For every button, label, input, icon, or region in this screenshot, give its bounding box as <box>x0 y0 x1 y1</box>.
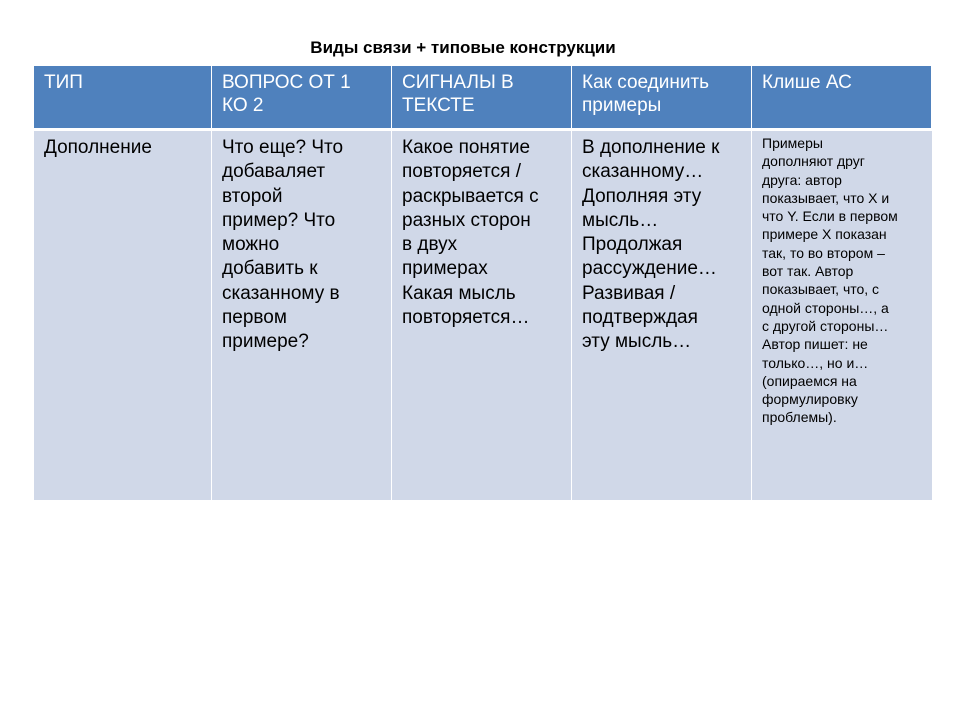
cell-line: примере? <box>222 331 309 353</box>
header-signals <box>392 66 572 131</box>
cell-line: что Y. Если в первом <box>762 208 898 225</box>
cell-line: Автор пишет: не <box>762 336 868 353</box>
cell-line: примеры <box>582 95 662 116</box>
cell-line: формулировку <box>762 391 858 408</box>
cell-line: в двух <box>402 234 458 256</box>
cell-line: сказанному в <box>222 282 340 304</box>
cell-cliche <box>752 131 932 500</box>
cell-line: Продолжая <box>582 234 683 256</box>
cell-line: вот так. Автор <box>762 263 854 280</box>
cell-line: показывает, что Х и <box>762 189 890 206</box>
cell-how-to-connect <box>572 131 752 500</box>
cell-line: примерах <box>402 258 488 280</box>
cell-line: Дополнение <box>44 137 152 158</box>
cell-line: Какое понятие <box>402 137 531 158</box>
cell-line: Как соединить <box>582 72 710 93</box>
header-cliche <box>752 66 932 131</box>
cell-line: Дополняя эту <box>582 185 702 207</box>
cell-line: ТИП <box>44 72 83 93</box>
cell-line: подтверждая <box>582 307 698 329</box>
cell-line: показывает, что, с <box>762 281 880 298</box>
cell-signals <box>392 131 572 500</box>
cell-line: повторяется / <box>402 161 522 183</box>
cell-line: проблемы). <box>762 409 837 426</box>
header-how-to-connect <box>572 66 752 131</box>
cell-line: только…, но и… <box>762 354 869 371</box>
cell-line: одной стороны…, а <box>762 299 889 316</box>
cell-line: второй <box>222 185 283 207</box>
cell-line: (опираемся на <box>762 372 857 389</box>
cell-line: КО 2 <box>222 95 264 116</box>
cell-line: так, то во втором – <box>762 244 885 261</box>
cell-type <box>34 131 212 500</box>
cell-line: Что еще? Что <box>222 137 344 158</box>
slide-title: Виды связи + типовые конструкции <box>310 38 616 57</box>
cell-line: Развивая / <box>582 282 676 304</box>
cell-line: сказанному… <box>582 161 704 183</box>
cell-line: добавить к <box>222 258 318 280</box>
cell-line: ВОПРОС ОТ 1 <box>222 72 351 93</box>
cell-line: пример? Что <box>222 209 336 231</box>
cell-line: Какая мысль <box>402 282 516 304</box>
header-question <box>212 66 392 131</box>
cell-line: повторяется… <box>402 307 530 329</box>
cell-line: рассуждение… <box>582 258 717 280</box>
cell-line: Клише АС <box>762 72 852 93</box>
cell-line: В дополнение к <box>582 137 720 158</box>
cell-line: разных сторон <box>402 209 531 231</box>
cell-line: с другой стороны… <box>762 317 889 334</box>
cell-line: добаваляет <box>222 161 326 183</box>
cell-line: первом <box>222 307 287 329</box>
cell-line: можно <box>222 234 280 256</box>
cell-line: друга: автор <box>762 171 842 188</box>
cell-line: примере Х показан <box>762 226 887 243</box>
cell-line: ТЕКСТЕ <box>402 95 475 116</box>
cell-line: Примеры <box>762 135 823 151</box>
cell-line: мысль… <box>582 209 659 231</box>
cell-line: раскрывается с <box>402 185 539 207</box>
cell-question <box>212 131 392 500</box>
cell-line: СИГНАЛЫ В <box>402 72 514 93</box>
cell-line: эту мысль… <box>582 331 692 353</box>
cell-line: дополняют друг <box>762 153 865 170</box>
header-type <box>34 66 212 131</box>
connection-types-table <box>34 66 932 500</box>
